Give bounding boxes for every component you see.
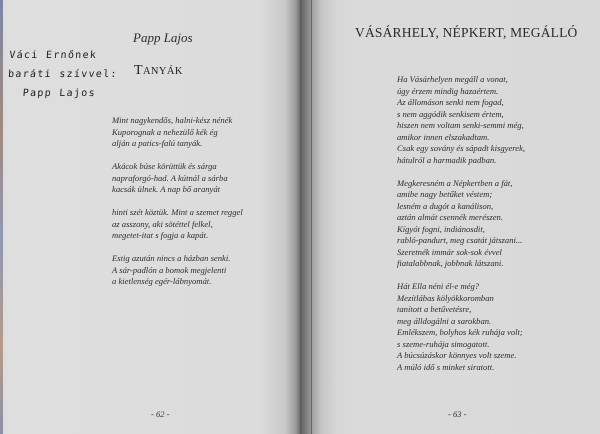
- poem-line: Ha Vásárhelyen megáll a vonat,: [397, 74, 508, 84]
- stanza: [112, 161, 292, 196]
- poem-line: lesném a dugót a kanálison,: [397, 200, 494, 211]
- poem-line: meg álldogálni a sarokban.: [397, 315, 492, 326]
- poem-title: VÁSÁRHELY, NÉPKERT, MEGÁLLÓ: [355, 25, 578, 40]
- poem-line: alján a patics-falú tanyák.: [112, 138, 203, 148]
- poem-line: A sár-padlón a bomok megjelenti: [112, 264, 227, 275]
- poem-line: hinti szét köztük. Mint a szemet reggel: [112, 207, 243, 217]
- poem-title: [134, 63, 183, 79]
- stanza: [112, 207, 292, 242]
- poem-line: úgy érzem mindig hazaértem.: [397, 85, 499, 96]
- page-number: - 62 -: [151, 409, 170, 419]
- poem-line: Mezítlábas kölyökkoromban: [397, 292, 494, 303]
- poem-line: A múló idő s minket siratott.: [397, 361, 495, 372]
- poem-line: az asszony, aki sötéttel felkel,: [112, 218, 213, 229]
- stanza: [112, 253, 292, 288]
- poem-line: Mint nagykendős, halni-kész nénék: [112, 115, 233, 125]
- poem-line: Emlékszem, bolyhos kék ruhája volt;: [397, 327, 523, 337]
- poem-line: aztán almát csennék merészen.: [397, 212, 503, 222]
- poem-line: s nem aggódik senkisem értem,: [397, 108, 504, 119]
- dedication-signature: Papp Lajos: [22, 88, 97, 99]
- poem-line: A búcsúzáskor könnyes volt szeme.: [397, 350, 517, 360]
- poem-line: Szeretnék immár sok-sok évvel: [397, 246, 502, 257]
- poem-body: [112, 115, 292, 299]
- poem-line: Akácok búse körüttük és sárga: [112, 161, 217, 171]
- handwritten-dedication: [6, 46, 120, 103]
- poem-line: tanított a betűvetésre,: [397, 304, 472, 314]
- poem-line: kacsák ülnek. A nap bő aranyát: [112, 184, 221, 194]
- poem-line: rabló-pandurt, meg csatát játszani...: [397, 235, 523, 245]
- stanza: [397, 281, 587, 373]
- poem-line: s szeme-ruhája simogatott.: [397, 338, 490, 349]
- poem-line: Hát Ella néni él-e még?: [397, 281, 480, 291]
- author-name: Papp Lajos: [133, 30, 193, 45]
- poem-line: hátulról a harmadik padban.: [397, 154, 497, 165]
- poem-line: Megkeresném a Népkertben a fát,: [397, 177, 513, 188]
- dedication-line: baráti szívvel:: [7, 69, 119, 80]
- poem-line: Az állomáson senki nem fogad,: [397, 97, 504, 107]
- poem-line: a kietlenség egér-lábnyomát.: [112, 276, 212, 286]
- title-initial: T: [134, 63, 143, 78]
- page-edge: [0, 0, 3, 434]
- poem-line: amibe nagy betűket véstem;: [397, 189, 493, 199]
- poem-line: megetet-itat s fogja a kapát.: [112, 230, 209, 240]
- dedication-line: Váci Ernőnek: [8, 50, 98, 61]
- poem-line: Kígyót fogni, indiánosdit,: [397, 223, 485, 234]
- poem-body: [397, 74, 587, 385]
- poem-line: hiszen nem voltam senki-semmi még,: [397, 120, 524, 130]
- poem-line: fiatalabbnak, jobbnak látszani.: [397, 258, 504, 268]
- stanza: [397, 178, 587, 270]
- page-number: - 63 -: [448, 409, 467, 419]
- title-rest: ANYÁK: [142, 66, 183, 77]
- stanza: [397, 74, 587, 166]
- book-gutter: [311, 0, 312, 434]
- poem-line: Kuporognak a nehezülő kék ég: [112, 126, 218, 137]
- poem-line: napraforgó-had. A kútnál a sárba: [112, 172, 228, 183]
- poem-line: amikor innen elszakadtam.: [397, 131, 490, 142]
- poem-line: Estig azután nincs a házban senki.: [112, 253, 231, 263]
- poem-line: Csak egy sovány és sápadt kisgyerek,: [397, 143, 526, 153]
- stanza: [112, 115, 292, 150]
